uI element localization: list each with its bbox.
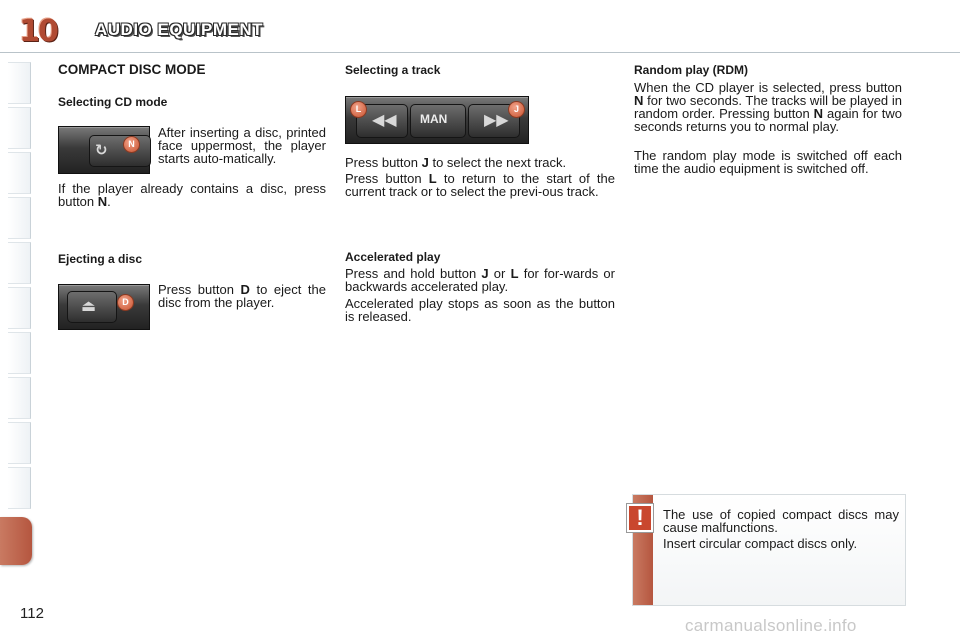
track-previous-text: Press button L to return to the start of the current track or to select the previ-ous track. [345,171,615,199]
chapter-number-badge [18,12,58,52]
button-n-badge: N [123,136,140,153]
chapter-tab[interactable] [8,197,31,239]
accel-stop-text: Accelerated play stops as soon as the button is released. [345,296,615,324]
chapter-tab[interactable] [8,152,31,194]
man-label: MAN [420,112,448,126]
chapter-tab[interactable] [8,62,31,104]
chapter-tab[interactable] [8,467,31,509]
forward-icon: ▶▶ [484,112,509,129]
subheading-accelerated-play: Accelerated play [345,250,441,264]
chapter-number: 10 [19,14,57,49]
cd-already-contains-text: If the player already contains a disc, press button N. [58,181,326,209]
subheading-selecting-track: Selecting a track [345,63,441,77]
warning-exclamation-icon: ! [627,504,653,532]
chapter-tab[interactable] [8,242,31,284]
page-number: 112 [20,605,44,622]
subheading-selecting-cd: Selecting CD mode [58,95,168,109]
chapter-tab[interactable] [8,332,31,374]
warning-box [632,494,906,606]
subheading-ejecting-disc: Ejecting a disc [58,252,143,266]
chapter-tab[interactable] [8,377,31,419]
accel-play-text: Press and hold button J or L for for-wards or backwards accelerated play. [345,266,615,294]
eject-icon: ⏏ [81,298,97,315]
button-j-badge: J [508,101,525,118]
rewind-icon: ◀◀ [372,112,397,129]
track-next-text: Press button J to select the next track. [345,155,567,170]
cd-symbol-icon: ↻ [95,142,108,159]
chapter-tab-strip [0,62,32,574]
subheading-random-play: Random play (RDM) [634,63,748,77]
random-off-text: The random play mode is switched off each time the audio equipment is switched off. [634,148,902,176]
track-buttons-illustration [345,96,529,144]
button-d-badge: D [117,294,134,311]
eject-button-illustration [58,284,150,330]
chapter-tab-active[interactable] [0,517,32,565]
section-heading-cd-mode: COMPACT DISC MODE [58,62,206,77]
warning-circular-discs-text: Insert circular compact discs only. [663,536,858,551]
warning-copied-discs-text: The use of copied compact discs may cause malfunctions. [663,507,899,535]
header-divider [0,52,960,53]
cd-insert-text: After inserting a disc, printed face uppermost, the player starts auto-matically. [158,125,326,166]
chapter-tab[interactable] [8,107,31,149]
chapter-tab[interactable] [8,422,31,464]
random-play-text: When the CD player is selected, press button N for two seconds. The tracks will be played in random order. Pressing button N again for two seconds returns you to normal play. [634,80,902,134]
page-title: AUDIO EQUIPMENT [95,20,264,39]
cd-button-illustration [58,126,150,174]
button-l-badge: L [350,101,367,118]
chapter-tab[interactable] [8,287,31,329]
eject-text: Press button D to eject the disc from the player. [158,282,326,310]
watermark: carmanualsonline.info [685,616,857,635]
